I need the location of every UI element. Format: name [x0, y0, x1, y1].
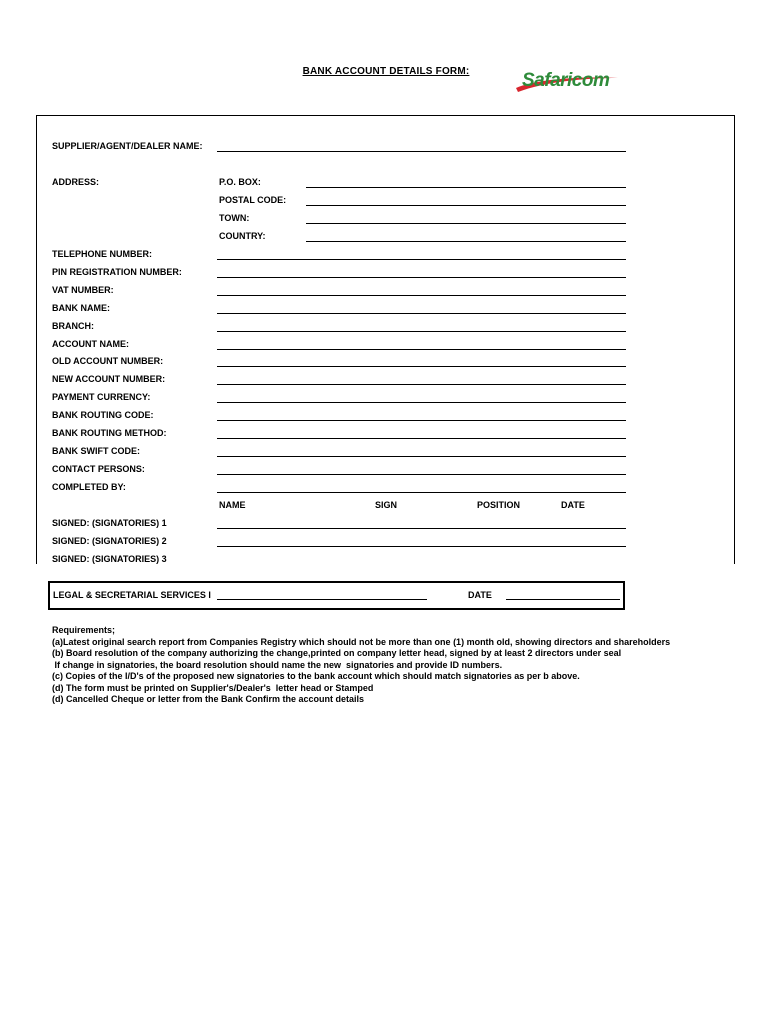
requirement-b: (b) Board resolution of the company authorizing the change,printed on company letter head, signed by at least 2 directors under seal [52, 648, 622, 658]
bank-name-label: BANK NAME: [52, 303, 110, 313]
town-label: TOWN: [219, 213, 250, 223]
vat-field[interactable] [217, 295, 626, 296]
supplier-name-label: SUPPLIER/AGENT/DEALER NAME: [52, 141, 203, 151]
address-label: ADDRESS: [52, 177, 100, 187]
branch-field[interactable] [217, 331, 626, 332]
old-account-field[interactable] [217, 366, 626, 367]
form-border-left [36, 115, 37, 564]
column-sign: SIGN [375, 500, 398, 510]
telephone-field[interactable] [217, 259, 626, 260]
postal-code-field[interactable] [306, 205, 626, 206]
legal-date-label: DATE [468, 590, 492, 600]
swift-label: BANK SWIFT CODE: [52, 446, 140, 456]
column-position: POSITION [477, 500, 521, 510]
account-name-label: ACCOUNT NAME: [52, 339, 129, 349]
account-name-field[interactable] [217, 349, 626, 350]
pin-label: PIN REGISTRATION NUMBER: [52, 267, 182, 277]
safaricom-logo [514, 66, 624, 96]
swift-field[interactable] [217, 456, 626, 457]
country-label: COUNTRY: [219, 231, 266, 241]
pin-field[interactable] [217, 277, 626, 278]
requirement-c: (c) Copies of the I/D's of the proposed new signatories to the bank account which should match signatories as per b above. [52, 671, 580, 681]
branch-label: BRANCH: [52, 321, 94, 331]
new-account-field[interactable] [217, 384, 626, 385]
legal-services-field[interactable] [217, 599, 427, 600]
routing-code-label: BANK ROUTING CODE: [52, 410, 154, 420]
contacts-field[interactable] [217, 474, 626, 475]
legal-date-field[interactable] [506, 599, 620, 600]
form-border-right [734, 115, 735, 564]
routing-method-field[interactable] [217, 438, 626, 439]
currency-field[interactable] [217, 402, 626, 403]
signatory-2-field[interactable] [217, 546, 626, 547]
requirement-a: (a)Latest original search report from Companies Registry which should not be more than one (1) month old, showing directors and shareholders [52, 636, 671, 647]
telephone-label: TELEPHONE NUMBER: [52, 249, 153, 259]
requirement-b-note: If change in signatories, the board resolution should name the new signatories and provide ID numbers. [52, 659, 503, 670]
currency-label: PAYMENT CURRENCY: [52, 392, 151, 402]
requirement-d2: (d) Cancelled Cheque or letter from the Bank Confirm the account details [52, 694, 365, 704]
po-box-label: P.O. BOX: [219, 177, 261, 187]
logo-text: Safaricom [522, 70, 610, 91]
postal-code-label: POSTAL CODE: [219, 195, 287, 205]
signatory-2-label: SIGNED: (SIGNATORIES) 2 [52, 536, 167, 546]
column-name: NAME [219, 500, 246, 510]
requirements-section [52, 625, 670, 706]
requirements-heading: Requirements; [52, 625, 116, 635]
routing-code-field[interactable] [217, 420, 626, 421]
column-date: DATE [561, 500, 585, 510]
old-account-label: OLD ACCOUNT NUMBER: [52, 356, 164, 366]
po-box-field[interactable] [306, 187, 626, 188]
legal-services-label: LEGAL & SECRETARIAL SERVICES I [53, 590, 211, 600]
form-border-top [36, 115, 735, 116]
contacts-label: CONTACT PERSONS: [52, 464, 145, 474]
signatory-3-label: SIGNED: (SIGNATORIES) 3 [52, 554, 167, 564]
requirement-d: (d) The form must be printed on Supplier's/Dealer's letter head or Stamped [52, 682, 374, 693]
signatory-1-label: SIGNED: (SIGNATORIES) 1 [52, 518, 167, 528]
form-title: BANK ACCOUNT DETAILS FORM: [302, 66, 470, 77]
signatory-1-field[interactable] [217, 528, 626, 529]
town-field[interactable] [306, 223, 626, 224]
completed-by-field[interactable] [217, 492, 626, 493]
country-field[interactable] [306, 241, 626, 242]
supplier-name-field[interactable] [217, 151, 626, 152]
new-account-label: NEW ACCOUNT NUMBER: [52, 374, 166, 384]
completed-by-label: COMPLETED BY: [52, 482, 126, 492]
bank-name-field[interactable] [217, 313, 626, 314]
vat-label: VAT NUMBER: [52, 285, 114, 295]
routing-method-label: BANK ROUTING METHOD: [52, 428, 167, 438]
